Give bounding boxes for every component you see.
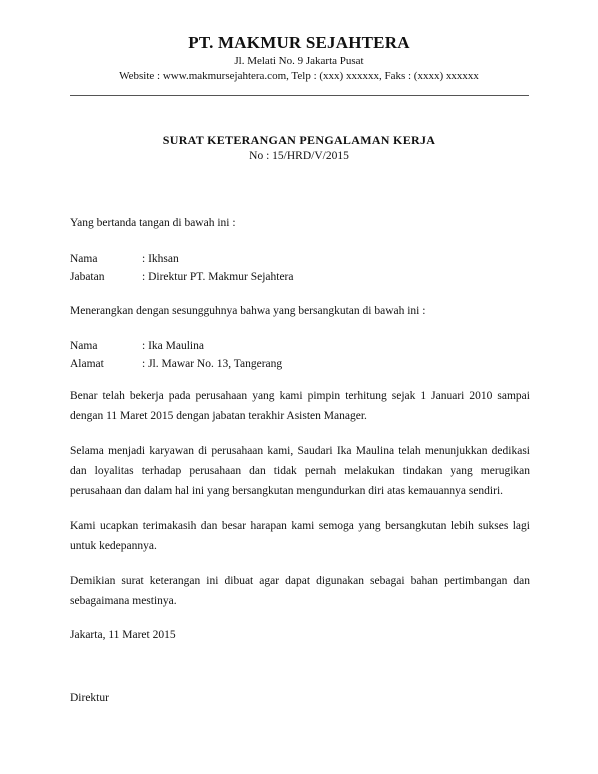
employee-address-label: Alamat — [70, 358, 104, 370]
company-contact: Website : www.makmursejahtera.com, Telp : (xxx) xxxxxx, Faks : (xxxx) xxxxxx — [119, 70, 479, 82]
employee-intro: Menerangkan dengan sesungguhnya bahwa yang bersangkutan di bawah ini : — [70, 305, 426, 317]
header-divider — [70, 95, 529, 96]
place-date: Jakarta, 11 Maret 2015 — [70, 629, 176, 641]
signer-position-value: : Direktur PT. Makmur Sejahtera — [142, 271, 294, 283]
paragraph-employment: Benar telah bekerja pada perusahaan yang kami pimpin terhitung sejak 1 Januari 2010 sampai dengan 11 Maret 2015 dengan jabatan terakhir Asisten Manager. — [70, 390, 530, 422]
company-name: PT. MAKMUR SEJAHTERA — [188, 33, 410, 52]
letterhead — [0, 32, 598, 84]
signer-intro: Yang bertanda tangan di bawah ini : — [70, 217, 236, 229]
employee-name-value: : Ika Maulina — [142, 340, 204, 352]
signature-role: Direktur — [70, 692, 109, 704]
signer-name-label: Nama — [70, 253, 98, 265]
signer-name-value: : Ikhsan — [142, 253, 179, 265]
employee-name-label: Nama — [70, 340, 98, 352]
letter-body — [70, 214, 530, 707]
signer-position-row — [70, 268, 530, 286]
signer-position-label: Jabatan — [70, 271, 105, 283]
document-title: SURAT KETERANGAN PENGALAMAN KERJA — [162, 133, 436, 147]
paragraph-closing: Demikian surat keterangan ini dibuat agar dapat digunakan sebagai bahan pertimbangan dan sebagaimana mestinya. — [70, 575, 530, 607]
document-number: No : 15/HRD/V/2015 — [249, 150, 349, 162]
signer-name-row — [70, 250, 530, 268]
employee-address-row — [70, 355, 530, 373]
employee-address-value: : Jl. Mawar No. 13, Tangerang — [142, 358, 283, 370]
document-heading — [0, 132, 598, 164]
employee-name-row — [70, 337, 530, 355]
company-address: Jl. Melati No. 9 Jakarta Pusat — [234, 55, 364, 67]
paragraph-dedication: Selama menjadi karyawan di perusahaan kami, Saudari Ika Maulina telah menunjukkan dedikasi dan loyalitas terhadap perusahaan dan tidak pernah melakukan tindakan yang merugikan perusahaan dan dalam hal ini yang bersangkutan mengundurkan diri atas kemauannya sendiri. — [70, 445, 530, 497]
paragraph-thanks: Kami ucapkan terimakasih dan besar harapan kami semoga yang bersangkutan lebih sukses lagi untuk kedepannya. — [70, 520, 530, 552]
